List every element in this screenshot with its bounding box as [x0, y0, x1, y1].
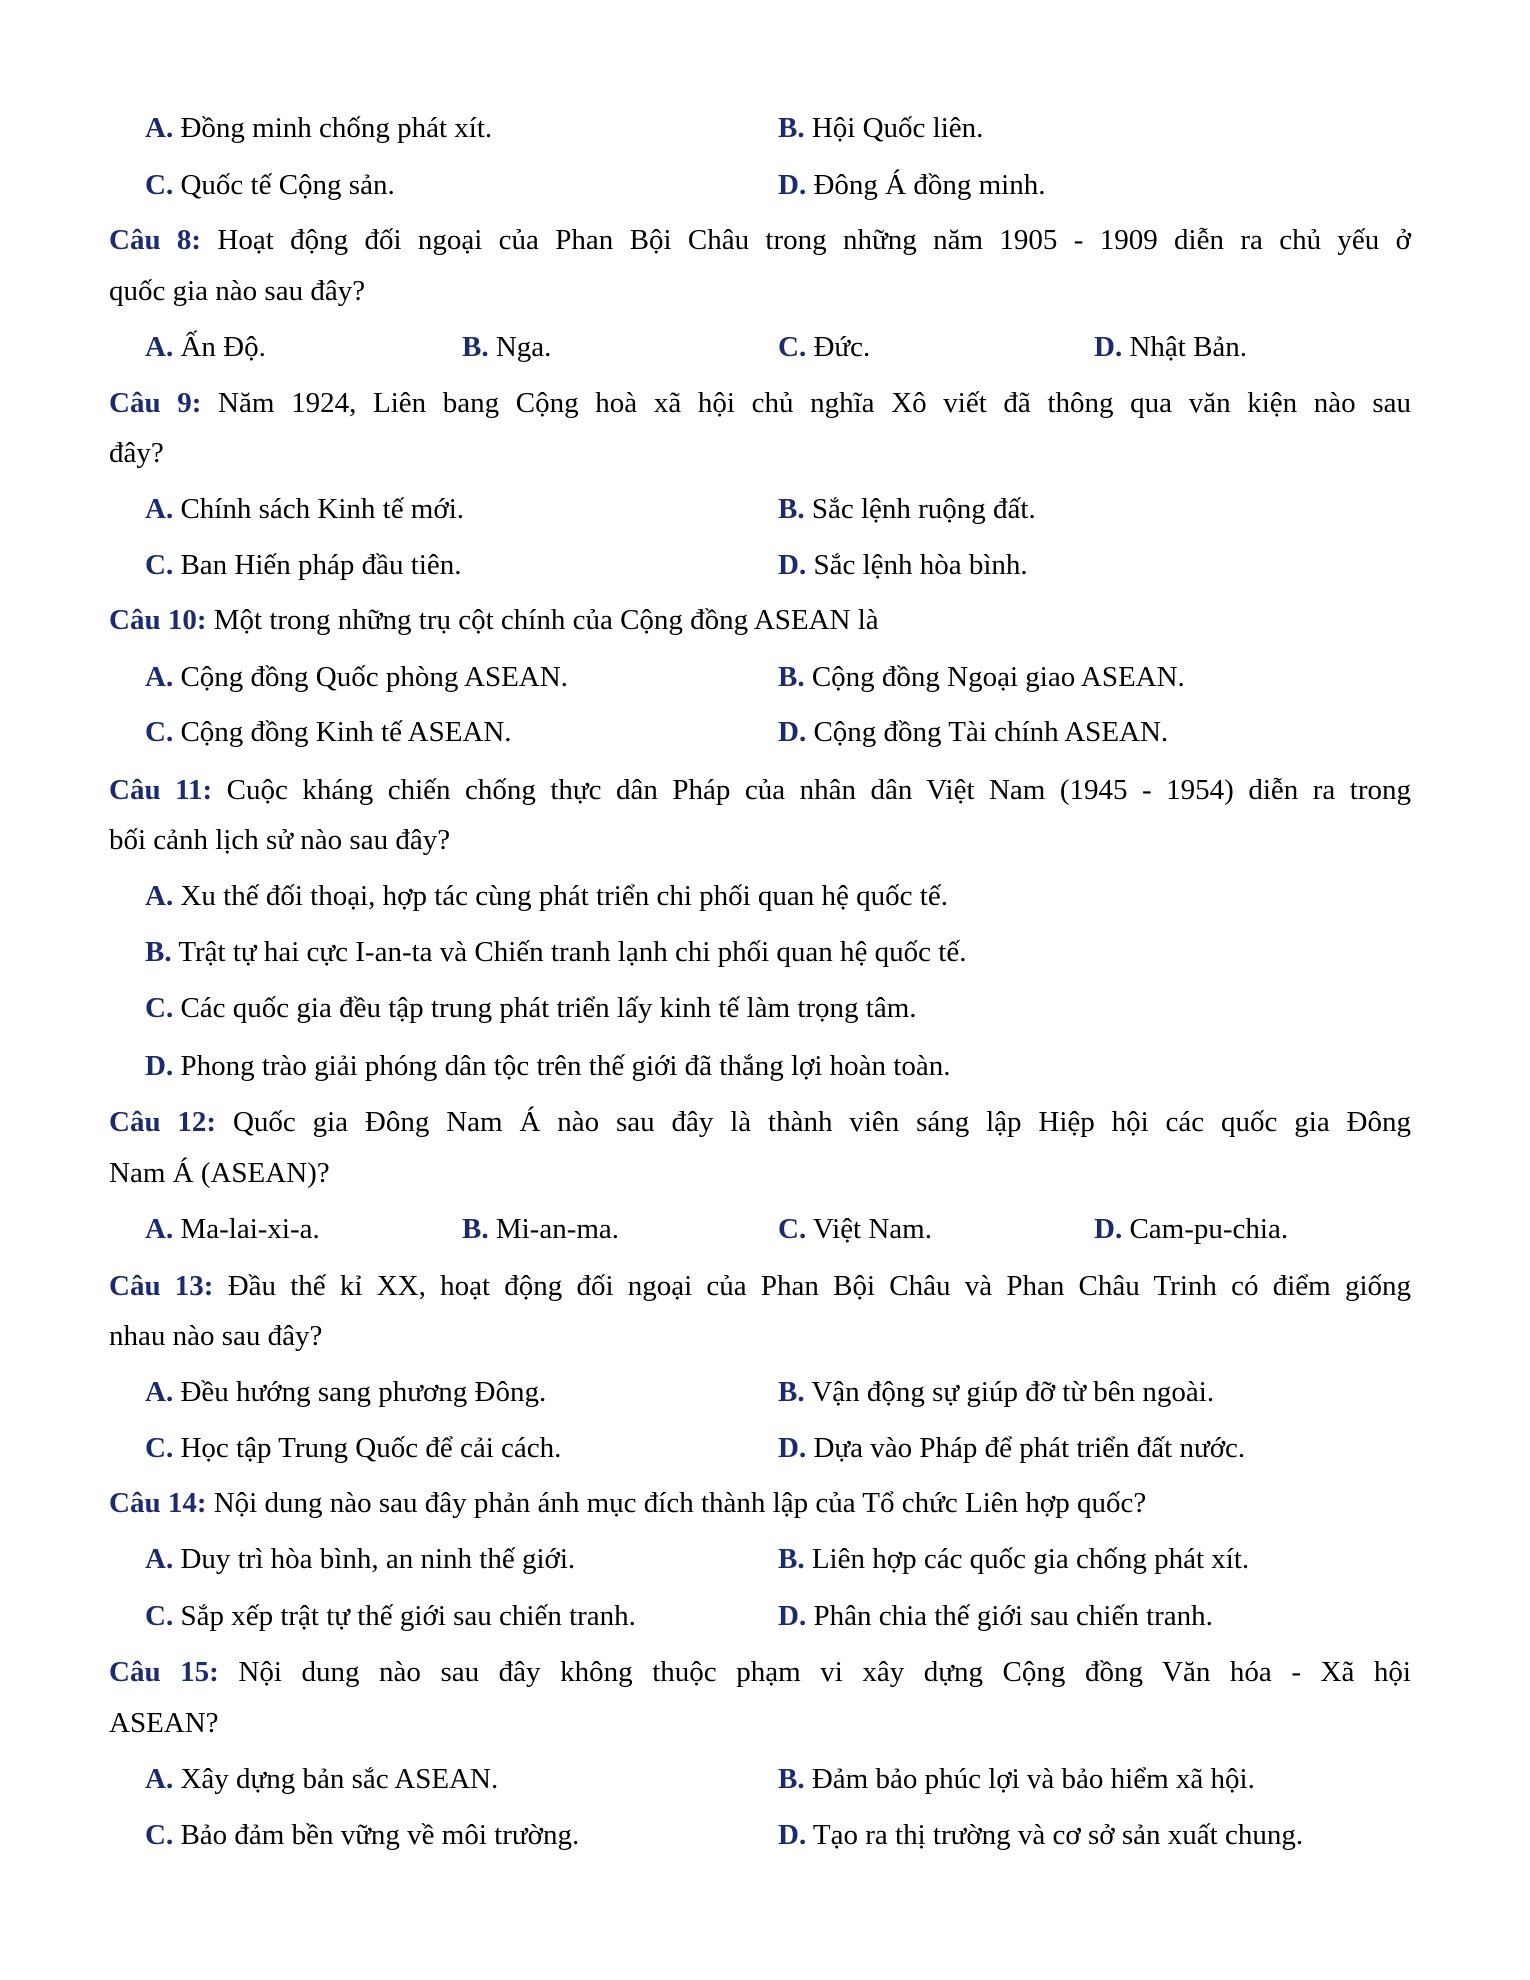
option-d	[1094, 329, 1247, 365]
option-d	[1094, 1211, 1288, 1247]
option-letter: C.	[145, 549, 174, 581]
question-text: Nội dung nào sau đây không thuộc phạm vi xây dựng Cộng đồng Văn hóa - Xã hội	[218, 1656, 1411, 1688]
option-text: Việt Nam.	[806, 1213, 932, 1245]
option-text: Trật tự hai cực I-an-ta và Chiến tranh lạnh chi phối quan hệ quốc tế.	[171, 936, 967, 968]
option-text: Quốc tế Cộng sản.	[173, 169, 395, 201]
option-text: Đồng minh chống phát xít.	[173, 112, 493, 144]
option-text: Cộng đồng Ngoại giao ASEAN.	[804, 661, 1185, 693]
question-11-stem-cont	[109, 822, 1411, 858]
option-letter: D.	[145, 1050, 174, 1082]
option-c	[145, 714, 512, 750]
question-number: Câu 13:	[109, 1270, 214, 1302]
option-letter: B.	[778, 112, 805, 144]
question-15-stem-cont	[109, 1705, 1411, 1741]
option-a	[145, 878, 948, 914]
option-a	[145, 1374, 546, 1410]
option-text: Hội Quốc liên.	[804, 112, 984, 144]
option-letter: A.	[145, 493, 174, 525]
option-letter: A.	[145, 661, 174, 693]
option-b	[462, 1211, 619, 1247]
option-text: Ban Hiến pháp đầu tiên.	[173, 549, 462, 581]
option-letter: C.	[145, 716, 174, 748]
option-letter: A.	[145, 880, 174, 912]
option-text: Các quốc gia đều tập trung phát triển lấy kinh tế làm trọng tâm.	[173, 992, 917, 1024]
option-d	[778, 1430, 1245, 1466]
option-c	[778, 1211, 932, 1247]
option-text: Cộng đồng Tài chính ASEAN.	[806, 716, 1169, 748]
question-number: Câu 14:	[109, 1487, 207, 1519]
question-text: Đầu thế kỉ XX, hoạt động đối ngoại của Phan Bội Châu và Phan Châu Trinh có điểm giống	[213, 1270, 1412, 1302]
option-text: Đông Á đồng minh.	[806, 169, 1046, 201]
question-number: Câu 11:	[109, 774, 213, 806]
option-text: Đức.	[806, 331, 871, 363]
option-c	[145, 167, 395, 203]
option-letter: B.	[462, 1213, 489, 1245]
option-text: Cộng đồng Quốc phòng ASEAN.	[173, 661, 568, 693]
option-text: Phân chia thế giới sau chiến tranh.	[806, 1600, 1213, 1632]
option-text: Đảm bảo phúc lợi và bảo hiểm xã hội.	[804, 1763, 1255, 1795]
option-letter: B.	[778, 1376, 805, 1408]
option-b	[145, 934, 966, 970]
option-text: Chính sách Kinh tế mới.	[173, 493, 465, 525]
option-letter: D.	[778, 549, 807, 581]
option-text: Phong trào giải phóng dân tộc trên thế giới đã thắng lợi hoàn toàn.	[173, 1050, 951, 1082]
option-a	[145, 659, 568, 695]
question-text: Nam Á (ASEAN)?	[109, 1157, 330, 1189]
question-number: Câu 12:	[109, 1106, 217, 1138]
question-10-stem	[109, 602, 879, 638]
question-text: Nội dung nào sau đây phản ánh mục đích thành lập của Tổ chức Liên hợp quốc?	[206, 1487, 1147, 1519]
question-text: bối cảnh lịch sử nào sau đây?	[109, 824, 451, 856]
option-d	[778, 1598, 1213, 1634]
option-text: Ấn Độ.	[173, 331, 266, 363]
option-c	[145, 1817, 579, 1853]
option-c	[145, 990, 917, 1026]
option-d	[145, 1048, 950, 1084]
question-12-stem	[109, 1104, 1411, 1140]
option-text: Cam-pu-chia.	[1122, 1213, 1289, 1245]
option-letter: B.	[462, 331, 489, 363]
option-letter: B.	[778, 1543, 805, 1575]
option-b	[778, 1374, 1214, 1410]
question-number: Câu 8:	[109, 224, 202, 256]
option-c	[145, 547, 462, 583]
question-13-stem	[109, 1268, 1411, 1304]
option-letter: C.	[145, 1432, 174, 1464]
option-letter: B.	[778, 493, 805, 525]
option-letter: C.	[145, 169, 174, 201]
question-text: Năm 1924, Liên bang Cộng hoà xã hội chủ nghĩa Xô viết đã thông qua văn kiện nào sau	[201, 387, 1411, 419]
option-text: Bảo đảm bền vững về môi trường.	[173, 1819, 580, 1851]
option-letter: C.	[778, 1213, 807, 1245]
option-letter: A.	[145, 331, 174, 363]
option-letter: C.	[145, 1600, 174, 1632]
option-b	[778, 1541, 1249, 1577]
option-b	[778, 1761, 1255, 1797]
question-15-stem	[109, 1654, 1411, 1690]
option-letter: B.	[778, 661, 805, 693]
option-letter: B.	[778, 1763, 805, 1795]
question-text: Hoạt động đối ngoại của Phan Bội Châu trong những năm 1905 - 1909 diễn ra chủ yếu ở	[201, 224, 1411, 256]
question-text: ASEAN?	[109, 1707, 219, 1739]
option-letter: D.	[778, 1432, 807, 1464]
question-9-stem	[109, 385, 1411, 421]
option-a	[145, 110, 492, 146]
option-text: Mi-an-ma.	[488, 1213, 620, 1245]
question-text: Quốc gia Đông Nam Á nào sau đây là thành viên sáng lập Hiệp hội các quốc gia Đông	[216, 1106, 1411, 1138]
option-b	[778, 110, 983, 146]
option-letter: A.	[145, 1376, 174, 1408]
question-14-stem	[109, 1485, 1146, 1521]
option-a	[145, 1211, 320, 1247]
question-number: Câu 10:	[109, 604, 207, 636]
option-text: Tạo ra thị trường và cơ sở sản xuất chung.	[806, 1819, 1304, 1851]
option-text: Dựa vào Pháp để phát triển đất nước.	[806, 1432, 1246, 1464]
option-letter: D.	[778, 1600, 807, 1632]
question-text: Cuộc kháng chiến chống thực dân Pháp của nhân dân Việt Nam (1945 - 1954) diễn ra trong	[212, 774, 1411, 806]
option-text: Đều hướng sang phương Đông.	[173, 1376, 547, 1408]
option-text: Liên hợp các quốc gia chống phát xít.	[804, 1543, 1250, 1575]
option-text: Sắp xếp trật tự thế giới sau chiến tranh.	[173, 1600, 636, 1632]
option-b	[462, 329, 551, 365]
option-text: Duy trì hòa bình, an ninh thế giới.	[173, 1543, 576, 1575]
question-text: nhau nào sau đây?	[109, 1320, 323, 1352]
option-letter: B.	[145, 936, 172, 968]
question-text: quốc gia nào sau đây?	[109, 275, 366, 307]
option-letter: D.	[778, 169, 807, 201]
question-8-stem-cont	[109, 273, 1411, 309]
option-d	[778, 547, 1028, 583]
option-text: Sắc lệnh ruộng đất.	[804, 493, 1036, 525]
option-b	[778, 491, 1036, 527]
option-c	[778, 329, 870, 365]
option-a	[145, 491, 464, 527]
question-8-stem	[109, 222, 1411, 258]
option-letter: D.	[778, 716, 807, 748]
option-text: Cộng đồng Kinh tế ASEAN.	[173, 716, 512, 748]
question-text: đây?	[109, 437, 164, 469]
question-11-stem	[109, 772, 1411, 808]
option-text: Xây dựng bản sắc ASEAN.	[173, 1763, 499, 1795]
question-9-stem-cont	[109, 435, 1411, 471]
option-d	[778, 1817, 1303, 1853]
question-13-stem-cont	[109, 1318, 1411, 1354]
option-text: Nhật Bản.	[1122, 331, 1248, 363]
option-c	[145, 1598, 636, 1634]
option-d	[778, 167, 1045, 203]
option-letter: D.	[778, 1819, 807, 1851]
question-number: Câu 9:	[109, 387, 202, 419]
option-text: Ma-lai-xi-a.	[173, 1213, 320, 1245]
option-a	[145, 1761, 498, 1797]
option-text: Nga.	[488, 331, 552, 363]
option-letter: A.	[145, 112, 174, 144]
option-letter: C.	[145, 1819, 174, 1851]
option-text: Vận động sự giúp đỡ từ bên ngoài.	[804, 1376, 1215, 1408]
option-letter: C.	[778, 331, 807, 363]
option-text: Sắc lệnh hòa bình.	[806, 549, 1028, 581]
option-letter: D.	[1094, 1213, 1123, 1245]
option-d	[778, 714, 1168, 750]
option-letter: A.	[145, 1213, 174, 1245]
option-letter: A.	[145, 1763, 174, 1795]
question-12-stem-cont	[109, 1155, 1411, 1191]
option-c	[145, 1430, 561, 1466]
option-letter: A.	[145, 1543, 174, 1575]
option-b	[778, 659, 1185, 695]
question-text: Một trong những trụ cột chính của Cộng đồng ASEAN là	[206, 604, 879, 636]
option-text: Xu thế đối thoại, hợp tác cùng phát triển chi phối quan hệ quốc tế.	[173, 880, 948, 912]
option-a	[145, 1541, 575, 1577]
question-number: Câu 15:	[109, 1656, 219, 1688]
option-a	[145, 329, 266, 365]
option-text: Học tập Trung Quốc để cải cách.	[173, 1432, 562, 1464]
option-letter: D.	[1094, 331, 1123, 363]
option-letter: C.	[145, 992, 174, 1024]
